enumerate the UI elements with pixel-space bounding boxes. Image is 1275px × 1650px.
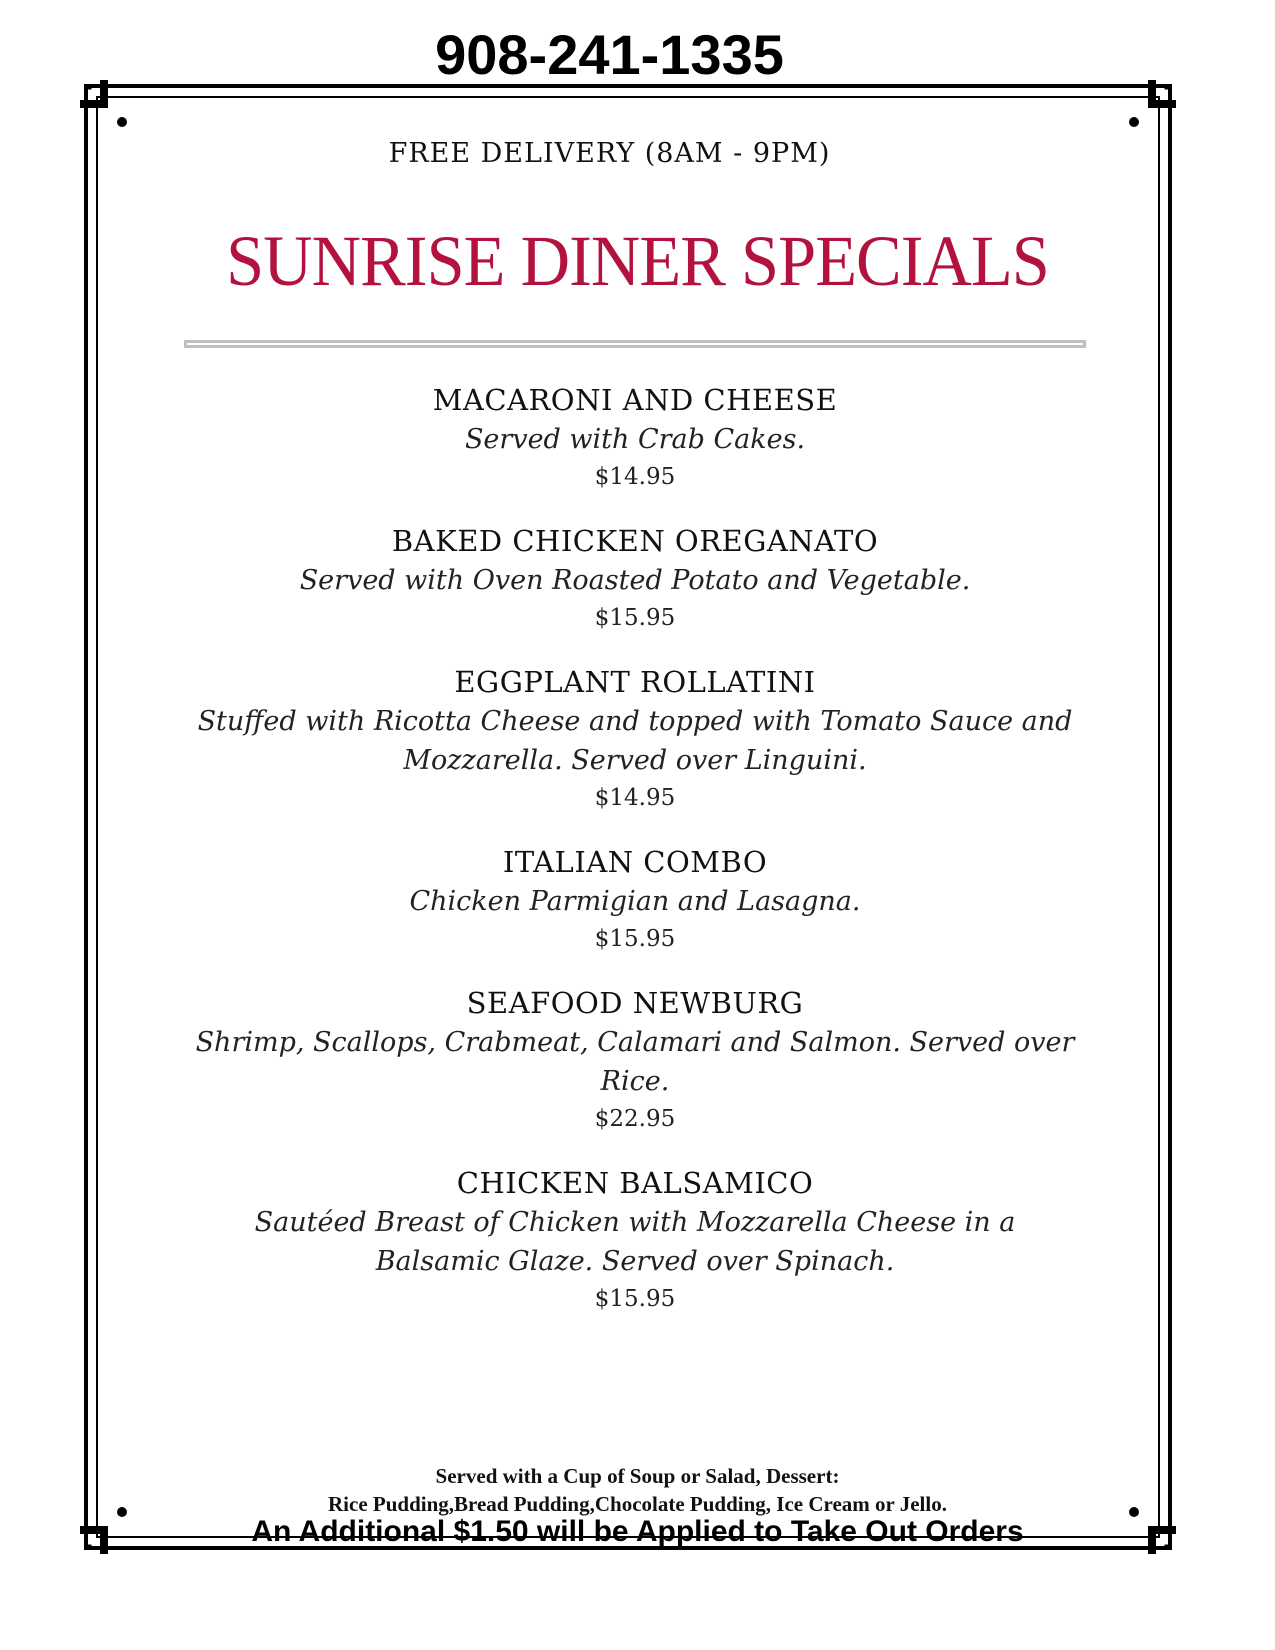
list-item: [180, 842, 1090, 957]
delivery-hours: FREE DELIVERY (8AM - 9PM): [388, 138, 831, 169]
menu-title: SUNRISE DINER SPECIALS: [226, 221, 1049, 301]
list-item: [180, 380, 1090, 495]
item-name: MACARONI AND CHEESE: [432, 383, 838, 417]
item-description: Stuffed with Ricotta Cheese and topped with Tomato Sauce and Mozzarella. Served over Linguini.: [197, 706, 1073, 776]
dessert-options: Rice Pudding,Bread Pudding,Chocolate Pudding, Ice Cream or Jello.: [328, 1492, 947, 1516]
item-price: $14.95: [594, 464, 676, 490]
item-price: $15.95: [594, 1286, 676, 1312]
item-name: EGGPLANT ROLLATINI: [454, 665, 816, 699]
item-name: ITALIAN COMBO: [502, 845, 768, 879]
item-description: Served with Crab Cakes.: [464, 424, 806, 455]
list-item: [180, 983, 1090, 1137]
item-description: Shrimp, Scallops, Crabmeat, Calamari and Salmon. Served over Rice.: [195, 1027, 1075, 1097]
item-name: BAKED CHICKEN OREGANATO: [391, 524, 879, 558]
item-price: $15.95: [594, 605, 676, 631]
list-item: [180, 1163, 1090, 1317]
item-price: $14.95: [594, 785, 676, 811]
corner-ornament-icon: [80, 80, 142, 142]
item-price: $15.95: [594, 926, 676, 952]
specials-list: [180, 380, 1090, 1343]
list-item: [180, 521, 1090, 636]
item-name: SEAFOOD NEWBURG: [466, 986, 804, 1020]
item-description: Served with Oven Roasted Potato and Vegetable.: [299, 565, 971, 596]
item-name: CHICKEN BALSAMICO: [456, 1166, 814, 1200]
title-divider: [184, 340, 1086, 348]
corner-ornament-icon: [1114, 80, 1176, 142]
takeout-surcharge-note: An Additional $1.50 will be Applied to Take Out Orders: [251, 1515, 1024, 1548]
sides-note: Served with a Cup of Soup or Salad, Dessert:: [435, 1464, 840, 1488]
phone-number: 908-241-1335: [435, 23, 784, 86]
item-description: Sautéed Breast of Chicken with Mozzarella Cheese in a Balsamic Glaze. Served over Spinach.: [254, 1207, 1016, 1277]
item-description: Chicken Parmigian and Lasagna.: [409, 886, 861, 917]
list-item: [180, 662, 1090, 816]
item-price: $22.95: [594, 1106, 676, 1132]
